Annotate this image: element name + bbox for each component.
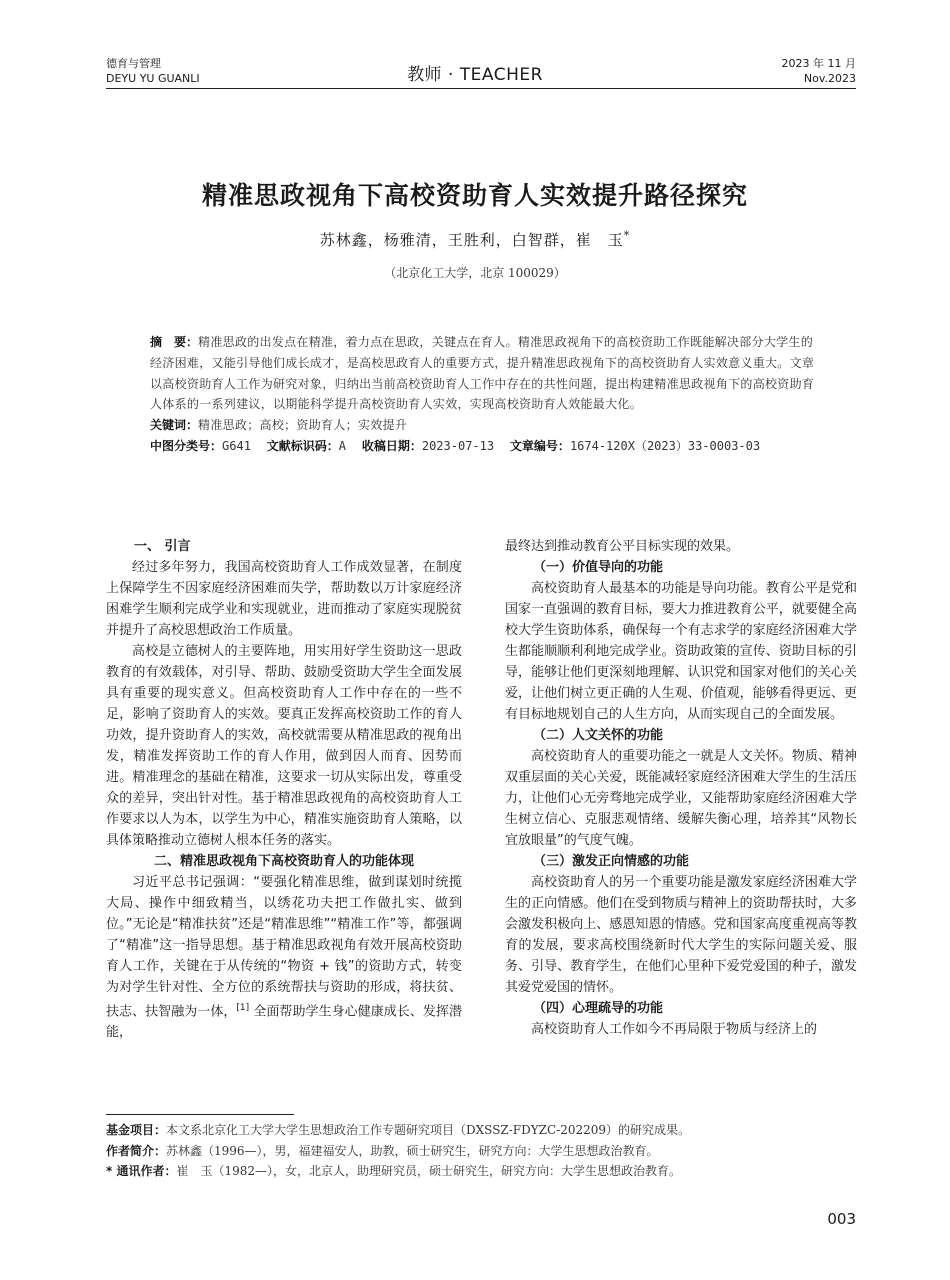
keywords-label: 关键词： bbox=[150, 418, 199, 433]
header-rule bbox=[106, 88, 856, 89]
clc-value: G641 bbox=[222, 439, 251, 454]
paragraph-text: 习近平总书记强调：“要强化精准思维，做到谋划时统揽大局、操作中细致精当，以绣花功夫把工作做扎实、做到位。”无论是“精准扶贫”还是“精准思维”“精准工作”等，都强调了“精准”这一指导思想。基于精准思政视角有效开展高校资助育人工作，关键在于从传统的“物资 + 钱”的资助方式，转变为对学生针对性、全方位的系统帮扶与资助的形成，将扶贫、扶志、扶智融为一体， bbox=[106, 875, 462, 1020]
fund-text: 本文系北京化工大学大学生思想政治工作专题研究项目（DXSSZ-FDYZC-202209）的研究成果。 bbox=[166, 1123, 691, 1137]
keywords-text: 精准思政；高校；资助育人；实效提升 bbox=[198, 418, 408, 433]
subsection-heading: （一）价值导向的功能 bbox=[533, 560, 664, 575]
body-column-left bbox=[106, 536, 462, 1043]
paragraph: 经过多年努力，我国高校资助育人工作成效显著，在制度上保障学生不因家庭经济困难而失学，帮助数以万计家庭经济困难学生顺利完成学业和实现就业，进而推动了家庭实现脱贫并提升了高校思想政治工作质量。 bbox=[106, 560, 462, 638]
corresponding-author-text: 崔 玉（1982—），女，北京人，助理研究员，硕士研究生，研究方向：大学生思想政治教育。 bbox=[176, 1164, 682, 1178]
article-no-value: 1674-120X（2023）33-0003-03 bbox=[569, 439, 761, 454]
doccode-value: A bbox=[338, 439, 346, 454]
affiliation: （北京化工大学，北京 100029） bbox=[384, 266, 566, 280]
fund-note bbox=[106, 1120, 866, 1141]
fund-label: 基金项目： bbox=[106, 1123, 167, 1137]
running-header-title: 教师 · TEACHER bbox=[407, 65, 543, 85]
section-heading: 二、精准思政视角下高校资助育人的功能体现 bbox=[153, 854, 414, 869]
page-number: 003 bbox=[827, 1210, 856, 1228]
paper-title: 精准思政视角下高校资助育人实效提升路径探究 bbox=[201, 181, 748, 210]
author-bio-text: 苏林鑫（1996—），男，福建福安人，助教，硕士研究生，研究方向：大学生思想政治教育。 bbox=[166, 1143, 659, 1158]
article-no-label: 文章编号： bbox=[509, 439, 570, 454]
corresponding-mark: * bbox=[623, 229, 631, 242]
paragraph-text: 全面帮助学生身心健康成长、发挥潜能， bbox=[106, 1004, 462, 1041]
paragraph: 高校是立德树人的主要阵地，用实用好学生资助这一思政教育的有效载体，对引导、帮助、鼓励受资助大学生全面发展具有重要的现实意义。但高校资助育人工作中存在的一些不足，影响了资助育人的实效。要真正发挥高校资助工作的育人功效，提升资助育人的实效，高校就需要从精准思政的视角出发，精准发挥资助工作的育人作用，做到因人而育、因势而进。精准理念的基础在精准，这要求一切从实际出发，尊重受众的差异，突出针对性。基于精准思政视角的高校资助育人工作要求以人为本，以学生为中心，精准实施资助育人策略，以具体策略推动立德树人根本任务的落实。 bbox=[106, 644, 462, 848]
subsection-heading: （三）激发正向情感的功能 bbox=[533, 854, 690, 869]
paragraph: 高校资助育人最基本的功能是导向功能。教育公平是党和国家一直强调的教育目标，要大力推进教育公平，就要健全高校大学生资助体系，确保每一个有志求学的家庭经济困难大学生都能顺顺利利地完成学业。资助政策的宣传、资助目标的引导，能够让他们更深刻地理解、认识党和国家对他们的关心关爱，让他们树立更正确的人生观、价值观，能够看得更远、更有目标地规划自己的人生方向，从而实现自己的全面发展。 bbox=[505, 581, 857, 722]
author-names: 苏林鑫，杨雅清，王胜利，白智群，崔 玉 bbox=[319, 231, 624, 249]
doccode-label: 文献标识码： bbox=[266, 439, 339, 454]
paragraph: 高校资助育人的重要功能之一就是人文关怀。物质、精神双重层面的关心关爱，既能减轻家庭经济困难大学生的生活压力，让他们心无旁骛地完成学业，又能帮助家庭经济困难大学生树立信心、克服悲观情绪、缓解失衡心理，培养其“风物长宜放眼量”的气度气魄。 bbox=[505, 749, 857, 848]
paragraph-continued: 最终达到推动教育公平目标实现的效果。 bbox=[505, 539, 740, 554]
abstract bbox=[150, 332, 816, 415]
author-list bbox=[0, 229, 950, 250]
issue-date-cn: 2023 年 11 月 bbox=[781, 57, 856, 70]
footnote-rule bbox=[106, 1114, 294, 1115]
journal-name-en: DEYU YU GUANLI bbox=[106, 72, 200, 85]
received-label: 收稿日期： bbox=[361, 439, 422, 454]
issue-date bbox=[782, 56, 856, 86]
keywords bbox=[150, 415, 816, 436]
abstract-block bbox=[150, 332, 816, 457]
section-heading: 一、 引言 bbox=[134, 539, 191, 554]
corresponding-author-label: * 通讯作者： bbox=[106, 1164, 177, 1178]
citation-ref: [1] bbox=[236, 1003, 250, 1013]
body-column-right bbox=[505, 536, 857, 1040]
corresponding-author-note bbox=[106, 1161, 866, 1182]
received-value: 2023-07-13 bbox=[421, 439, 495, 454]
paragraph bbox=[106, 872, 462, 1043]
subsection-heading: （二）人文关怀的功能 bbox=[533, 728, 664, 743]
journal-name-cn: 德育与管理 bbox=[106, 57, 161, 70]
paragraph: 高校资助育人工作如今不再局限于物质与经济上的 bbox=[531, 1022, 818, 1037]
abstract-label: 摘 要： bbox=[150, 335, 199, 349]
subsection-heading: （四）心理疏导的功能 bbox=[533, 1001, 664, 1016]
author-bio-note bbox=[106, 1141, 866, 1162]
issue-date-en: Nov.2023 bbox=[803, 72, 856, 85]
paragraph: 高校资助育人的另一个重要功能是激发家庭经济困难大学生的正向情感。他们在受到物质与精神上的资助帮扶时，大多会激发积极向上、感恩知恩的情感。党和国家高度重视高等教育的发展，要求高校围绕新时代大学生的实际问题关爱、服务、引导、教育学生，在他们心里种下爱党爱国的种子，激发其爱党爱国的情怀。 bbox=[505, 875, 857, 995]
author-bio-label: 作者简介： bbox=[106, 1143, 167, 1158]
classification-line bbox=[150, 436, 816, 457]
clc-label: 中图分类号： bbox=[150, 439, 223, 454]
abstract-text: 精准思政的出发点在精准，着力点在思政，关键点在育人。精准思政视角下的高校资助工作既能解决部分大学生的经济困难，又能引导他们成长成才，是高校思政育人的重要方式，提升精准思政视角下的高校资助育人实效意义重大。文章以高校资助育人工作为研究对象，归纳出当前高校资助育人工作中存在的共性问题，提出构建精准思政视角下的高校资助育人体系的一系列建议，以期能科学提升高校资助育人实效，实现高校资助育人效能最大化。 bbox=[150, 335, 815, 412]
footnotes bbox=[106, 1120, 866, 1182]
